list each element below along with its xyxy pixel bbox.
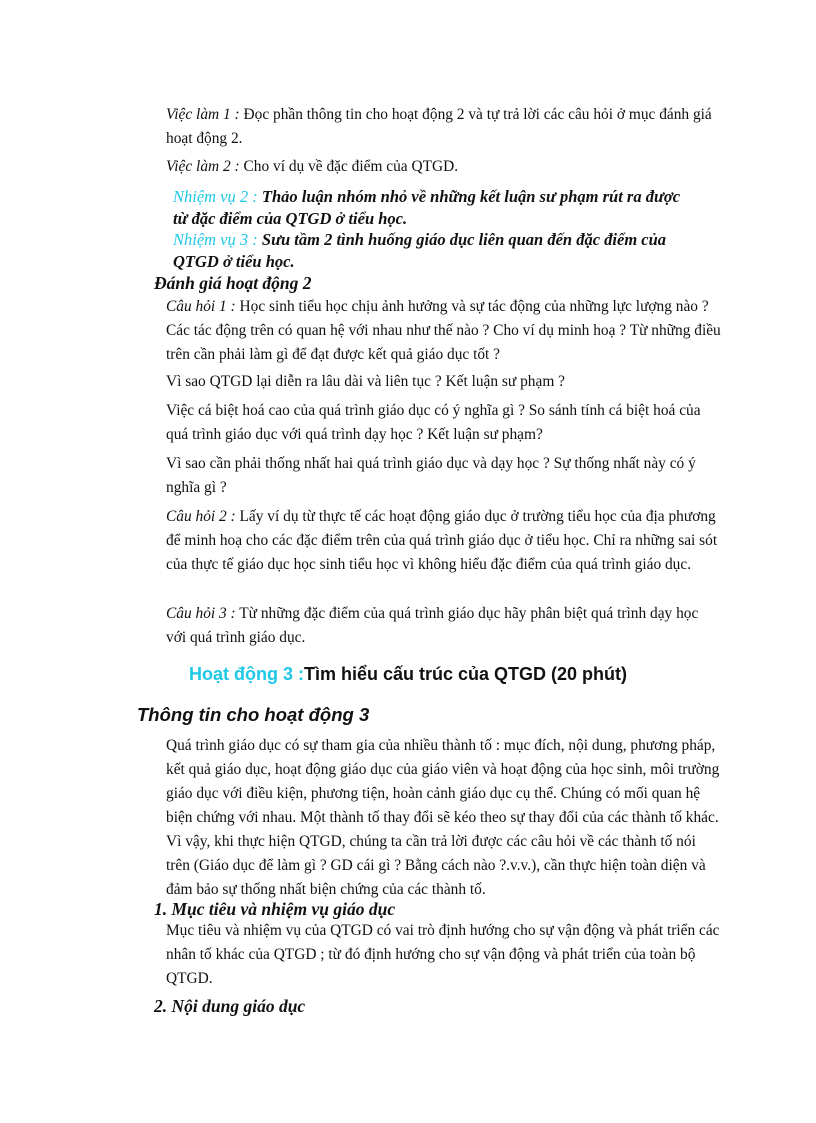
hoat-dong-3-label: Hoạt động 3 :	[188, 664, 304, 684]
nhiem-vu-3-text: Sưu tầm 2 tình huống giáo dục liên quan đến đặc điểm của QTGD ở tiểu học.	[173, 230, 667, 271]
cau-hoi-1	[166, 295, 722, 367]
cau-hoi-3-label: Câu hỏi 3 :	[166, 605, 236, 622]
viec-lam-1-label: Việc làm 1 :	[166, 106, 240, 123]
muc-2-heading: 2. Nội dung giáo dục	[154, 996, 306, 1016]
cau-hoi-2-text: Lấy ví dụ từ thực tế các hoạt động giáo dục ở trường tiểu học của địa phương để minh hoạ cho các đặc điểm trên của quá trình giáo dục ở tiểu học. Chỉ ra những sai sót của thực tế giáo dục học sinh tiểu học vì không hiểu đặc điểm của quá trình giáo dục.	[166, 508, 718, 573]
cau-hoi-3	[166, 602, 722, 650]
viec-lam-2-label: Việc làm 2 :	[166, 158, 240, 175]
cau-hoi-1c: Vì sao cần phải thống nhất hai quá trình giáo dục và dạy học ? Sự thống nhất này có ý nghĩa gì ?	[166, 455, 696, 496]
muc-1-text: Mục tiêu và nhiệm vụ của QTGD có vai trò định hướng cho sự vận động và phát triển các nhân tố khác của QTGD ; từ đó định hướng cho sự vận động và phát triển của toàn bộ QTGD.	[166, 922, 720, 987]
cau-hoi-3-text: Từ những đặc điểm của quá trình giáo dục hãy phân biệt quá trình dạy học với quá trình giáo dục.	[166, 605, 699, 646]
cau-hoi-1-text: Học sinh tiểu học chịu ảnh hưởng và sự tác động của những lực lượng nào ? Các tác động trên có quan hệ với nhau như thế nào ? Cho ví dụ minh hoạ ? Từ những điều trên cần phải làm gì để đạt được kết quả giáo dục tốt ?	[166, 298, 721, 363]
danh-gia-heading: Đánh giá hoạt động 2	[154, 273, 312, 293]
hoat-dong-3-title	[0, 661, 816, 687]
viec-lam-1	[166, 103, 726, 151]
nhiem-vu-2-text: Thảo luận nhóm nhỏ về những kết luận sư phạm rút ra được từ đặc điểm của QTGD ở tiểu học.	[173, 187, 681, 228]
cau-hoi-1a: Vì sao QTGD lại diễn ra lâu dài và liên tục ? Kết luận sư phạm ?	[166, 373, 565, 390]
viec-lam-1-text: Đọc phần thông tin cho hoạt động 2 và tự trả lời các câu hỏi ở mục đánh giá hoạt động 2.	[166, 106, 712, 147]
cau-hoi-2	[166, 505, 722, 577]
muc-1-heading: 1. Mục tiêu và nhiệm vụ giáo dục	[154, 899, 396, 919]
viec-lam-2	[166, 155, 726, 179]
thong-tin-paragraph: Quá trình giáo dục có sự tham gia của nhiều thành tố : mục đích, nội dung, phương pháp, kết quả giáo dục, hoạt động giáo dục của giáo viên và hoạt động của học sinh, môi trường giáo dục với điều kiện, phương tiện, hoàn cảnh giáo dục cụ thể. Chúng có mối quan hệ biện chứng với nhau. Một thành tố thay đổi sẽ kéo theo sự thay đổi của các thành tố khác. Vì vậy, khi thực hiện QTGD, chúng ta cần trả lời được các câu hỏi về các thành tố nói trên (Giáo dục để làm gì ? GD cái gì ? Bằng cách nào ?.v.v.), cần thực hiện toàn diện và đảm bảo sự thống nhất biện chứng của các thành tố.	[166, 737, 720, 898]
nhiem-vu-2	[173, 186, 693, 230]
cau-hoi-1-label: Câu hỏi 1 :	[166, 298, 236, 315]
hoat-dong-3-text: Tìm hiểu cấu trúc của QTGD (20 phút)	[303, 664, 628, 684]
nhiem-vu-2-label: Nhiệm vụ 2 :	[173, 187, 258, 206]
viec-lam-2-text: Cho ví dụ về đặc điểm của QTGD.	[239, 158, 459, 175]
cau-hoi-1b: Việc cá biệt hoá cao của quá trình giáo dục có ý nghĩa gì ? So sánh tính cá biệt hoá của quá trình giáo dục với quá trình dạy học ? Kết luận sư phạm?	[166, 402, 701, 443]
cau-hoi-2-label: Câu hỏi 2 :	[166, 508, 236, 525]
nhiem-vu-3-label: Nhiệm vụ 3 :	[173, 230, 258, 249]
nhiem-vu-3	[173, 229, 693, 273]
thong-tin-heading: Thông tin cho hoạt động 3	[137, 704, 370, 725]
